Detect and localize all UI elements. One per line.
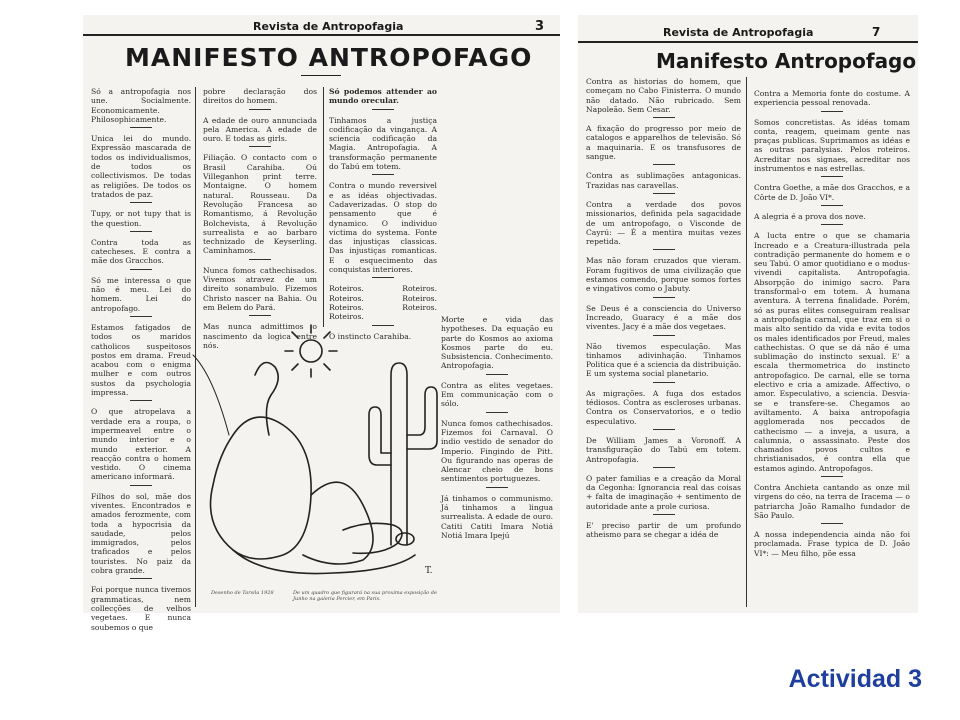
- sun-rays: [285, 325, 337, 377]
- masthead: MANIFESTO ANTROPOFAGO: [125, 43, 533, 72]
- right-column-2: Contra a Memoria fonte do costume. A experiencia pessoal renovada. Somos concretistas. As idéas tomam conta, reagem, queimam gente nas praças publicas. Suprimamos as idéas e as outras paralysias. Pelos roteiros. Acreditar nos signaes, acreditar nos instrumentos e nas estrellas. Contra Goethe, a mãe dos Gracchos, e a Côrte de D. João VI*. A alegria é a prova dos nove. A lucta entre o que se chamaria Increado e a Creatura-illustrada pela contradição permanente do homem e o seu Tabú. O amor quotidiano e o modus-vivendi capitalista. Antropofagia. Absorpção do inimigo sacro. Para transformal-o em totem. A humana aventura. A terrena finalidade. Porém, só as puras elites conseguiram realisar a antropofagia carnal, que traz em si o mais alto sentido da vida e evita todos os males identificados por Freud, males cathechistas. O que se dá não é uma sublimação do instincto sexual. E' a escala thermometrica do instincto antropofagico. De carnal, elle se torna electivo e cria a amizade. Affectivo, o amor. Especulativo, a sciencia. Desvia-se e transfere-se. Chegamos ao aviltamento. A baixa antropofagia agglomerada nos peccados de cathecismo — a inveja, a usura, a calumnia, o assassinato. Peste dos chamados povos cultos e christianisados, é contra ella que estamos agindo. Antropofagos. Contra Anchieta cantando as onze mil virgens do céo, na terra de Iracema — o patriarcha João Ramalho fundador de São Paulo. A nossa independencia ainda não foi proclamada. Frase typica de D. João VI*: — Meu filho, põe essa: [754, 89, 910, 558]
- header-rule: [578, 41, 918, 43]
- right-column-1: Contra as historias do homem, que começam no Cabo Finisterra. O mundo não datado. Não rubricado. Sem Napoleão. Sem Cesar. A fixação do progresso por meio de catalogos e apparelhos de televisão. Só a maquinaria. E os transfusores de sangue. Contra as sublimações antagonicas. Trazidas nas caravellas. Contra a verdade dos povos missionarios, definida pela sagacidade de um antropofago, o Visconde de Cayrú: — É a mentira muitas vezes repetida. Mas não foram cruzados que vieram. Foram fugitivos de uma civilização que estamos comendo, porque somos fortes e vingativos como o Jabuty. Se Deus é a consciencia do Universo Increado, Guaracy é a mãe dos viventes. Jacy é a mãe dos vegetaes. Não tivemos especulação. Mas tinhamos adivinhação. Tinhamos Politica que é a sciencia da distribuição. E um systema social planetario. As migrações. A fuga dos estados tédiosos. Contra as escleroses urbanas. Contra os Conservatorios, e o tedio especulativo. De William James a Voronoff. A transfiguração do Tabú em totem. Antropofagia. O pater familias e a creação da Moral da Cegonha: Ignorancia real das coisas + falta de imaginação + sentimento de autoridade ante a prole curiosa. E' preciso partir de um profundo atheismo para se chegar a idéa de: [586, 77, 741, 540]
- masthead-ornament: [301, 75, 341, 76]
- page-number: 7: [872, 25, 881, 39]
- left-column-4: Morte e vida das hypotheses. Da equação eu parte do Kosmos ao axioma Kosmos parte do eu. Subsistencia. Conhecimento. Antropofagia. Contra as elites vegetaes. Em communicação com o sólo. Nunca fomos cathechisados. Fizemos foi Carnaval. O indio vestido de senador do Imperio. Fingindo de Pitt. Ou figurando nas operas de Alencar cheio de bons sentimentos portuguezes. Já tinhamos o communismo. Já tinhamos a lingua surrealista. A edade de ouro. Catiti Catiti Imara Notiá Notiá Imara Ipejú: [441, 315, 553, 540]
- left-column-1: Só a antropofagia nos une. Socialmente. Economicamente. Philosophicamente. Unica lei do mundo. Expressão mascarada de todos os individualismos, de todos os collectivismos. De todas as religiões. De todos os tratados de paz. Tupy, or not tupy that is the question. Contra toda as catecheses. E contra a mãe dos Gracchos. Só me interessa o que não é meu. Lei do homem. Lei do antropofago. Estamos fatigados de todos os maridos catholicos suspeitosos postos em drama. Freud acabou com o enigma mulher e com outros sustos da psychologia impressa. O que atropelava a verdade era a roupa, o impermeavel entre o mundo interior e o mundo exterior. A reacção contra o homem vestido. O cinema americano informará. Filhos do sol, mãe dos viventes. Encontrados e amados ferozmente, com toda a hypocrisia da saudade, pelos immigrados, pelos traficados e pelos touristes. No paiz da cobra grande. Foi porque nunca tivemos grammaticas, nem collecções de velhos vegetaes. E nunca soubemos o que: [91, 87, 191, 632]
- column-divider: [746, 77, 747, 607]
- antropofagia-drawing: [193, 315, 443, 585]
- activity-label: Actividad 3: [788, 665, 922, 693]
- figure-knee: [303, 482, 373, 564]
- header-rule: [83, 34, 560, 36]
- figure-head: [255, 363, 278, 436]
- running-head: Revista de Antropofagia: [663, 26, 814, 39]
- masthead: Manifesto Antropofago: [656, 49, 917, 73]
- cactus-trunk: [391, 363, 407, 545]
- cactus-arm-left: [369, 407, 391, 465]
- caption-left: Desenho de Tarsila 1928: [211, 590, 274, 596]
- page-number: 3: [535, 19, 545, 34]
- sun-icon: [300, 340, 322, 362]
- left-column-3: Só podemos attender ao mundo orecular. Tinhamos a justiça codificação da vingança. A sciencia codificação da Magia. Antropofagia. A transformação permanente do Tabú em totem. Contra o mundo reversivel e as idéas objectivadas. Cadaverizadas. O stop do pensamento que é dynamico. O individuo victima do systema. Fonte das injustiças classicas. Das injustiças romanticas. E o esquecimento das conquistas interiores. Roteiros. Roteiros. Roteiros. Roteiros. Roteiros. Roteiros. Roteiros. O instincto Carahiba.: [329, 87, 437, 341]
- caption-right: De um quadro que figurará na sua proxima exposição de Junho na galeria Percier, em Paris.: [293, 590, 437, 602]
- drawing-signature: T.: [425, 566, 433, 576]
- figure-body: [211, 417, 312, 559]
- left-column-2: pobre declaração dos direitos do homem. A edade de ouro annunciada pela America. A edade de ouro. E todas as girls. Filiação. O contacto com o Brasil Carahiba. Oú Villeganhon print terre. Montaigne. O homem natural. Rousseau. Da Revolução Francesa ao Romantismo, á Revolução Bolchevista, á Revolução surrealista e ao barbaro technizado de Keyserling. Caminhamos. Nunca fomos cathechisados. Vivemos atravez de um direito sonambulo. Fizemos Christo nascer na Bahia. Ou em Belem do Pará. Mas nunca admittimos o nascimento da logica entre nós.: [203, 87, 317, 350]
- left-newspaper-page: [83, 15, 560, 632]
- column-divider: [323, 87, 324, 327]
- cactus-arm-right: [407, 387, 437, 449]
- right-newspaper-page: [578, 15, 918, 613]
- running-head: Revista de Antropofagia: [253, 20, 404, 33]
